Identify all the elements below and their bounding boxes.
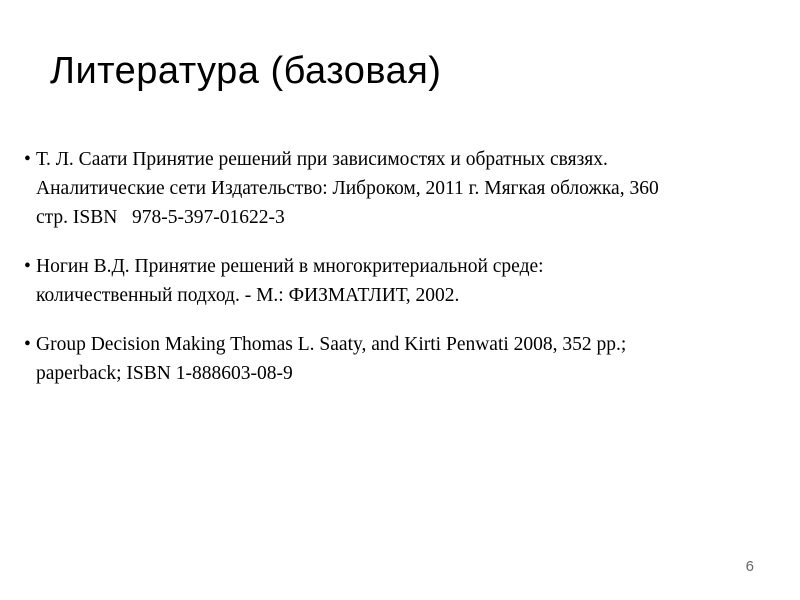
reference-item-3 xyxy=(24,330,764,388)
bullet-icon: • xyxy=(24,149,31,170)
bullet-icon: • xyxy=(24,256,31,277)
reference-1-line-1: Т. Л. Саати Принятие решений при зависимостях и обратных связях. xyxy=(36,149,608,170)
reference-item-1 xyxy=(24,145,764,232)
reference-list xyxy=(24,145,764,408)
reference-2-line-1: Ногин В.Д. Принятие решений в многокритериальной среде: xyxy=(36,256,544,277)
reference-3-line-1: Group Decision Making Thomas L. Saaty, and Kirti Penwati 2008, 352 pp.; xyxy=(36,334,627,355)
reference-1-line-2: Аналитические сети Издательство: Либроком, 2011 г. Мягкая обложка, 360 xyxy=(36,178,659,199)
bullet-icon: • xyxy=(24,334,31,355)
page-number: 6 xyxy=(745,558,754,575)
reference-2-line-2: количественный подход. - М.: ФИЗМАТЛИТ, 2002. xyxy=(36,285,460,306)
reference-item-2 xyxy=(24,252,764,310)
reference-1-line-3: стр. ISBN 978-5-397-01622-3 xyxy=(36,207,285,228)
reference-3-line-2: paperback; ISBN 1-888603-08-9 xyxy=(36,363,293,384)
slide-title: Литература (базовая) xyxy=(50,50,442,92)
